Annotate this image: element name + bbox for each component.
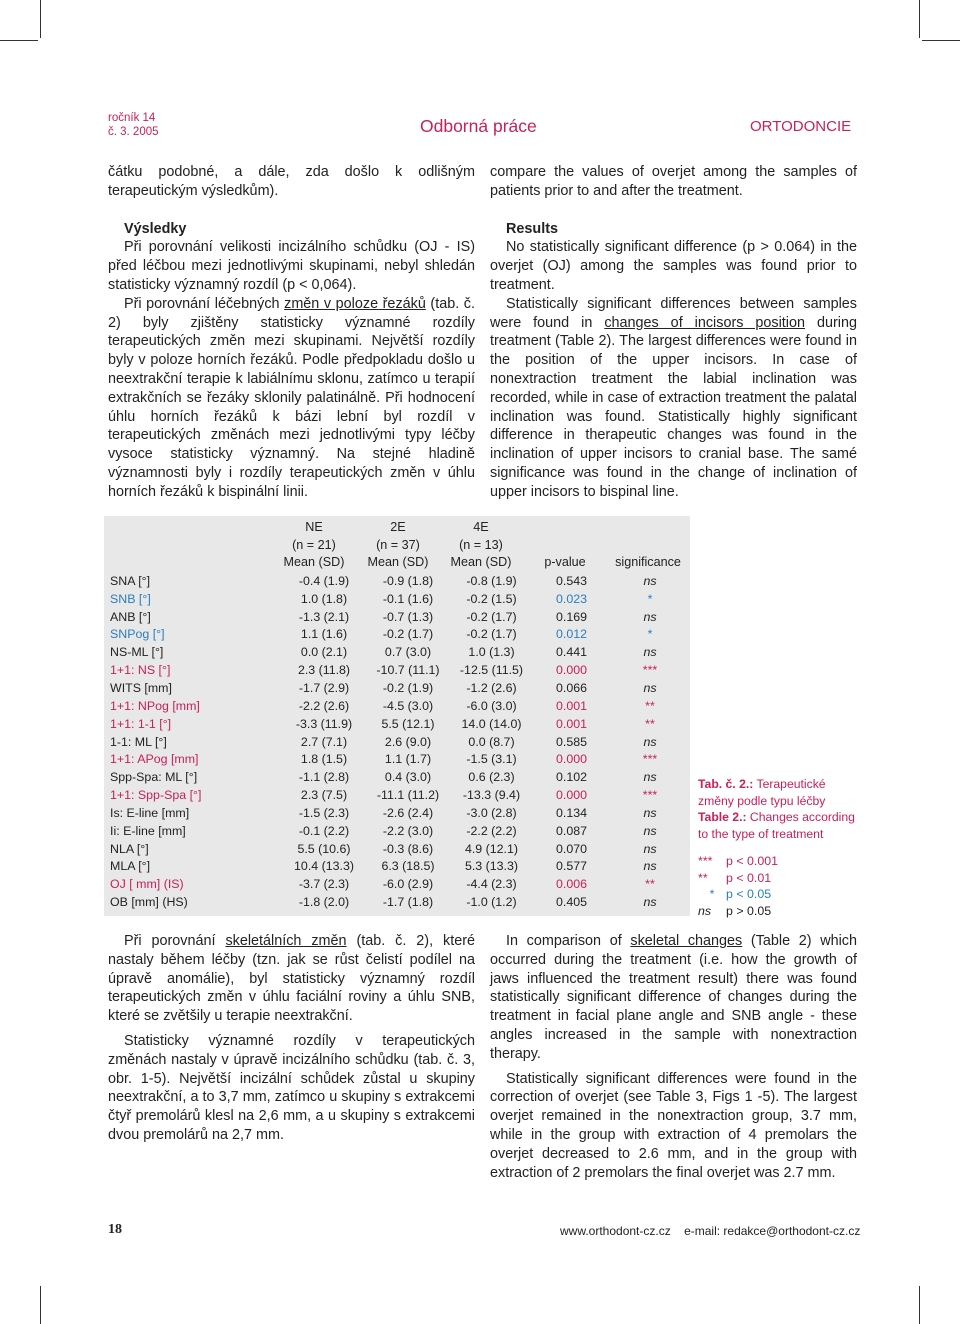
cell-significance: *** bbox=[642, 752, 658, 767]
text-span: Při porovnání léčebných bbox=[124, 295, 285, 312]
cell-significance: ** bbox=[645, 877, 655, 892]
cell-significance: ns bbox=[643, 680, 657, 695]
paragraph bbox=[490, 295, 857, 502]
cell-pvalue: 0.006 bbox=[555, 877, 587, 892]
header-line: Mean (SD) bbox=[283, 555, 345, 569]
cell-pvalue: 0.102 bbox=[555, 770, 587, 785]
cell-pvalue: 0.066 bbox=[555, 680, 587, 695]
cell-pvalue: 0.001 bbox=[555, 698, 587, 713]
cell-ne: 5.5 (10.6) bbox=[297, 841, 351, 856]
cell-4e: -3.0 (2.8) bbox=[466, 805, 517, 820]
table-row bbox=[104, 804, 690, 822]
row-label: 1+1: Spp-Spa [°] bbox=[110, 788, 202, 803]
table-row bbox=[104, 626, 690, 644]
table-row bbox=[104, 608, 690, 626]
row-label: Is: E-line [mm] bbox=[110, 805, 190, 820]
cell-ne: 2.3 (11.8) bbox=[297, 663, 351, 678]
paragraph bbox=[108, 932, 475, 1026]
crop-mark bbox=[40, 1286, 41, 1324]
cell-pvalue: 0.000 bbox=[555, 788, 587, 803]
row-label: NLA [°] bbox=[110, 841, 149, 856]
cell-2e: -0.7 (1.3) bbox=[382, 609, 434, 624]
cell-4e: -1.5 (3.1) bbox=[466, 752, 517, 767]
underlined-term: skeletálních změn bbox=[225, 933, 347, 949]
legend-item bbox=[698, 903, 778, 920]
header-line bbox=[533, 537, 597, 555]
cell-ne: -1.8 (2.0) bbox=[298, 895, 350, 910]
crop-mark bbox=[919, 1286, 920, 1324]
cell-significance: ns bbox=[643, 573, 657, 588]
legend-item bbox=[698, 886, 778, 903]
cell-2e: 6.3 (18.5) bbox=[381, 859, 435, 874]
table-header-4e bbox=[449, 519, 513, 572]
header-line: Mean (SD) bbox=[450, 555, 512, 569]
table-row bbox=[104, 733, 690, 751]
cell-significance: ns bbox=[643, 895, 657, 910]
cell-significance: ns bbox=[643, 734, 657, 749]
row-label: 1-1: ML [°] bbox=[110, 734, 167, 749]
table-row bbox=[104, 822, 690, 840]
cell-significance: ns bbox=[643, 805, 657, 820]
caption-cz-text: Terapeutické bbox=[753, 777, 826, 791]
cell-ne: -3.7 (2.3) bbox=[298, 877, 350, 892]
cell-2e: -11.1 (11.2) bbox=[376, 788, 440, 803]
row-label: ANB [°] bbox=[110, 609, 151, 624]
caption-cz-text: změny podle typu léčby bbox=[698, 793, 826, 808]
left-column-top bbox=[108, 163, 475, 502]
cell-4e: -1.2 (2.6) bbox=[466, 680, 517, 695]
table-row bbox=[104, 572, 690, 590]
legend-symbol: *** bbox=[698, 854, 713, 868]
header-line: (n = 21) bbox=[292, 537, 336, 552]
cell-ne: 0.0 (2.1) bbox=[300, 645, 348, 660]
cell-4e: 14.0 (14.0) bbox=[461, 716, 522, 731]
cell-ne: -1.5 (2.3) bbox=[298, 805, 350, 820]
cell-4e: -0.2 (1.5) bbox=[466, 591, 517, 606]
cell-ne: -1.1 (2.8) bbox=[298, 770, 350, 785]
row-label: Spp-Spa: ML [°] bbox=[110, 770, 198, 785]
cell-ne: -0.1 (2.2) bbox=[298, 823, 350, 838]
cell-4e: -1.0 (1.2) bbox=[466, 895, 517, 910]
significance-legend bbox=[698, 853, 778, 919]
cell-significance: ** bbox=[645, 698, 655, 713]
table-header-pvalue bbox=[533, 519, 597, 572]
legend-item bbox=[698, 870, 778, 887]
cell-significance: *** bbox=[642, 788, 658, 803]
cell-4e: 4.9 (12.1) bbox=[464, 841, 519, 856]
caption-en-text: Changes according bbox=[746, 810, 855, 824]
paragraph: Při porovnání velikosti incizálního schůdku (OJ - IS) před léčbou mezi jednotlivými skupinami, nebyl shledán statisticky významný rozdíl (p < 0,064). bbox=[108, 239, 475, 293]
cell-ne: 2.3 (7.5) bbox=[300, 788, 348, 803]
text-span: Statistically significant differences between samples were found in bbox=[490, 295, 857, 331]
cell-2e: 5.5 (12.1) bbox=[381, 716, 435, 731]
table-row bbox=[104, 697, 690, 715]
cell-pvalue: 0.543 bbox=[555, 573, 587, 588]
paragraph bbox=[490, 932, 857, 1064]
row-label: NS-ML [°] bbox=[110, 645, 164, 660]
legend-symbol: ** bbox=[698, 870, 708, 885]
cell-2e: 1.1 (1.7) bbox=[384, 752, 432, 767]
text-span: (tab. č. 2), které nastaly během léčby (tzn. jak se růst čelistí podílel na úpravě anomálie), byl statisticky významný rozdíl terapeutických změn v úhlu faciální roviny a úhlu SNB, které se zvětšily u terapie neextrakční. bbox=[108, 933, 475, 1025]
cell-significance: * bbox=[647, 627, 653, 642]
table-row bbox=[104, 786, 690, 804]
row-label: Ii: E-line [mm] bbox=[110, 823, 186, 838]
caption-en-text: to the type of treatment bbox=[698, 826, 824, 841]
cell-pvalue: 0.585 bbox=[555, 734, 587, 749]
cell-4e: -12.5 (11.5) bbox=[459, 663, 524, 678]
header-line bbox=[608, 537, 688, 555]
table-header-2e bbox=[366, 519, 430, 572]
left-column-bottom bbox=[108, 932, 475, 1145]
row-label: SNB [°] bbox=[110, 591, 151, 606]
issue-info bbox=[108, 111, 159, 139]
header-line: Mean (SD) bbox=[367, 555, 429, 569]
cell-significance: ** bbox=[645, 716, 655, 731]
cell-ne: 10.4 (13.3) bbox=[294, 859, 354, 874]
table-caption bbox=[698, 776, 855, 842]
row-label: WITS [mm] bbox=[110, 680, 172, 695]
results-table-body bbox=[104, 572, 690, 911]
row-label: SNA [°] bbox=[110, 573, 151, 588]
table-header-ne bbox=[282, 519, 346, 572]
section-heading: Výsledky bbox=[124, 220, 187, 237]
website-link[interactable]: www.orthodont-cz.cz bbox=[560, 1224, 671, 1238]
cell-4e: -4.4 (2.3) bbox=[466, 877, 517, 892]
cell-ne: -1.3 (2.1) bbox=[298, 609, 350, 624]
crop-mark bbox=[922, 40, 960, 41]
text-span: (tab. č. 2) byly zjištěny statisticky významné rozdíly terapeutických změn mezi skupinami. Největší rozdíly byly v poloze horních řezáků. Podle předpokladu došlo u neextrakční terapie k labiálnímu sklonu, zatímco u terapií extrakčních se řezáky sklonily palatinálně. Při hodnocení úhlu horních řezáků k bázi lební byl rozdíl v terapeutických změnách mezi jednotlivými typy léčby vysoce statisticky významný. Na stejné hladině významnosti byly i rozdíly terapeutických změn v úhlu horních řezáků k bispinální linii. bbox=[108, 295, 475, 500]
cell-significance: ns bbox=[643, 770, 657, 785]
cell-4e: -0.2 (1.7) bbox=[466, 627, 517, 642]
section-heading: Results bbox=[506, 220, 558, 237]
cell-ne: 1.0 (1.8) bbox=[300, 591, 348, 606]
paragraph: čátku podobné, a dále, zda došlo k odlišným terapeutickým výsledkům). bbox=[108, 164, 475, 199]
text-span: Při porovnání bbox=[124, 933, 226, 949]
paragraph: No statistically significant difference (p > 0.064) in the overjet (OJ) among the samples was found prior to treatment. bbox=[490, 239, 857, 293]
table-row bbox=[104, 643, 690, 661]
header-line bbox=[533, 519, 597, 537]
cell-ne: -1.7 (2.9) bbox=[298, 680, 350, 695]
header-line: NE bbox=[305, 520, 323, 534]
table-row bbox=[104, 768, 690, 786]
row-label: 1+1: APog [mm] bbox=[110, 752, 199, 767]
table-row bbox=[104, 715, 690, 733]
cell-significance: ns bbox=[643, 859, 657, 874]
table-row bbox=[104, 679, 690, 697]
cell-4e: -0.2 (1.7) bbox=[466, 609, 517, 624]
crop-mark bbox=[40, 0, 41, 38]
row-label: 1+1: NS [°] bbox=[110, 663, 171, 678]
cell-ne: -3.3 (11.9) bbox=[295, 716, 353, 731]
cell-2e: -0.1 (1.6) bbox=[382, 591, 434, 606]
email-link[interactable]: e-mail: redakce@orthodont-cz.cz bbox=[684, 1224, 861, 1238]
cell-2e: -10.7 (11.1) bbox=[376, 663, 440, 678]
legend-text: p < 0.01 bbox=[726, 870, 772, 885]
cell-significance: ns bbox=[643, 609, 657, 624]
cell-2e: 0.4 (3.0) bbox=[384, 770, 432, 785]
journal-name: ORTODONCIE bbox=[750, 118, 852, 135]
cell-2e: -0.2 (1.9) bbox=[382, 680, 434, 695]
cell-significance: *** bbox=[642, 663, 658, 678]
row-label: OB [mm] (HS) bbox=[110, 895, 188, 910]
cell-2e: -0.9 (1.8) bbox=[382, 573, 434, 588]
cell-pvalue: 0.087 bbox=[555, 823, 587, 838]
legend-text: p > 0.05 bbox=[726, 903, 772, 918]
text-span: (Table 2) which occurred during the treatment (i.e. how the growth of jaws influenced the treatment result) there was found statistically significant difference of changes during the treatment in facial plane angle and SNB angle - these angles increased in the sample with nonextraction therapy. bbox=[490, 933, 858, 1062]
text-span: In comparison of bbox=[506, 933, 631, 949]
legend-item bbox=[698, 853, 778, 870]
results-table bbox=[104, 572, 690, 911]
cell-significance: ns bbox=[643, 645, 657, 660]
cell-pvalue: 0.000 bbox=[555, 663, 587, 678]
text-span: during treatment (Table 2). The largest differences were found in the position of the upper incisors. In case of nonextraction treatment the labial inclination was recorded, while in case of extraction treatment the palatal inclination was found. Statistically highly significant difference in therapeutic changes was found in the inclination of upper incisors to cranial base. The samé significance was found in the change of inclination of upper incisors to bispinal line. bbox=[490, 314, 857, 500]
right-column-bottom bbox=[490, 932, 857, 1182]
table-row bbox=[104, 661, 690, 679]
cell-pvalue: 0.001 bbox=[555, 716, 587, 731]
cell-significance: * bbox=[647, 591, 653, 606]
paragraph: Statistically significant differences were found in the correction of overjet (see Table 3, Figs 1 -5). The largest overjet remained in the nonextraction group, 3.7 mm, while in the group with extraction of 4 premolars the overjet decreased to 2.6 mm, and in the group with extraction of 2 premolars the final overjet was 2.7 mm. bbox=[490, 1070, 857, 1181]
table-row bbox=[104, 590, 690, 608]
cell-4e: 0.6 (2.3) bbox=[468, 770, 515, 785]
caption-cz-line bbox=[698, 776, 855, 793]
header-line: 2E bbox=[390, 520, 406, 534]
caption-en-label: Table 2.: bbox=[698, 810, 747, 824]
table-row bbox=[104, 858, 690, 876]
cell-pvalue: 0.405 bbox=[555, 895, 587, 910]
underlined-term: změn v poloze řezáků bbox=[284, 295, 426, 312]
cell-4e: 1.0 (1.3) bbox=[468, 645, 515, 660]
cell-4e: -6.0 (3.0) bbox=[466, 698, 517, 713]
header-line: 4E bbox=[473, 520, 489, 534]
underlined-term: changes of incisors position bbox=[604, 314, 806, 331]
cell-pvalue: 0.441 bbox=[555, 645, 587, 660]
legend-symbol: ns bbox=[698, 903, 712, 918]
header-line: significance bbox=[615, 555, 681, 569]
header-line: (n = 13) bbox=[459, 537, 503, 552]
row-label: OJ [ mm] (IS) bbox=[110, 877, 184, 892]
cell-pvalue: 0.577 bbox=[555, 859, 587, 874]
legend-text: p < 0.001 bbox=[726, 854, 779, 868]
cell-pvalue: 0.070 bbox=[555, 841, 587, 856]
cell-significance: ns bbox=[643, 823, 657, 838]
right-column-top bbox=[490, 163, 857, 502]
cell-pvalue: 0.000 bbox=[555, 752, 587, 767]
row-label: MLA [°] bbox=[110, 859, 151, 874]
cell-ne: 1.1 (1.6) bbox=[300, 627, 348, 642]
cell-4e: -0.8 (1.9) bbox=[466, 573, 517, 588]
header-line bbox=[608, 519, 688, 537]
cell-4e: 5.3 (13.3) bbox=[464, 859, 519, 874]
crop-mark bbox=[0, 40, 38, 41]
page-number: 18 bbox=[108, 1222, 122, 1237]
footer-contact bbox=[560, 1224, 860, 1238]
cell-4e: -13.3 (9.4) bbox=[462, 788, 521, 803]
table-row bbox=[104, 840, 690, 858]
cell-2e: -2.2 (3.0) bbox=[382, 823, 434, 838]
caption-en-line bbox=[698, 809, 855, 826]
legend-symbol: * bbox=[709, 887, 715, 901]
legend-text: p < 0.05 bbox=[726, 887, 772, 901]
paragraph bbox=[108, 295, 475, 502]
cell-2e: -6.0 (2.9) bbox=[382, 877, 434, 892]
cell-pvalue: 0.012 bbox=[555, 627, 587, 642]
cell-pvalue: 0.169 bbox=[555, 609, 587, 624]
crop-mark bbox=[919, 0, 920, 38]
cell-ne: 2.7 (7.1) bbox=[300, 734, 348, 749]
cell-2e: -0.2 (1.7) bbox=[382, 627, 434, 642]
table-row bbox=[104, 750, 690, 768]
cell-4e: -2.2 (2.2) bbox=[466, 823, 517, 838]
cell-2e: -1.7 (1.8) bbox=[382, 895, 434, 910]
cell-ne: -2.2 (2.6) bbox=[298, 698, 350, 713]
issue-label: č. 3. 2005 bbox=[108, 126, 159, 138]
cell-ne: 1.8 (1.5) bbox=[300, 752, 348, 767]
cell-4e: 0.0 (8.7) bbox=[468, 734, 515, 749]
row-label: SNPog [°] bbox=[110, 627, 165, 642]
paragraph: compare the values of overjet among the samples of patients prior to and after the treatment. bbox=[490, 164, 857, 199]
cell-2e: 0.7 (3.0) bbox=[384, 645, 432, 660]
cell-2e: -4.5 (3.0) bbox=[382, 698, 434, 713]
row-label: 1+1: NPog [mm] bbox=[110, 698, 200, 713]
section-title: Odborná práce bbox=[420, 116, 537, 136]
cell-2e: -0.3 (8.6) bbox=[382, 841, 434, 856]
row-label: 1+1: 1-1 [°] bbox=[110, 716, 172, 731]
table-header-significance bbox=[608, 519, 688, 572]
caption-cz-label: Tab. č. 2.: bbox=[698, 777, 754, 791]
cell-ne: -0.4 (1.9) bbox=[298, 573, 350, 588]
cell-pvalue: 0.023 bbox=[555, 591, 587, 606]
cell-2e: -2.6 (2.4) bbox=[382, 805, 434, 820]
cell-pvalue: 0.134 bbox=[555, 805, 587, 820]
volume-label: ročník 14 bbox=[108, 112, 156, 124]
header-line: p-value bbox=[544, 555, 586, 569]
paragraph: Statisticky významné rozdíly v terapeutických změnách nastaly v úpravě incizálního schůdku (tab. č. 3, obr. 1-5). Největší incizální schůdek zůstal u skupiny neextrakční, a to 3,7 mm, zatímco u skupiny s extrakcemi čtyř premolárů klesl na 2,6 mm, a u skupiny s extrakcemi dvou premolárů na 2,7 mm. bbox=[108, 1032, 475, 1143]
header-line: (n = 37) bbox=[376, 537, 420, 552]
table-row bbox=[104, 875, 690, 893]
cell-significance: ns bbox=[643, 841, 657, 856]
table-row bbox=[104, 893, 690, 911]
cell-2e: 2.6 (9.0) bbox=[384, 734, 432, 749]
underlined-term: skeletal changes bbox=[630, 933, 743, 949]
